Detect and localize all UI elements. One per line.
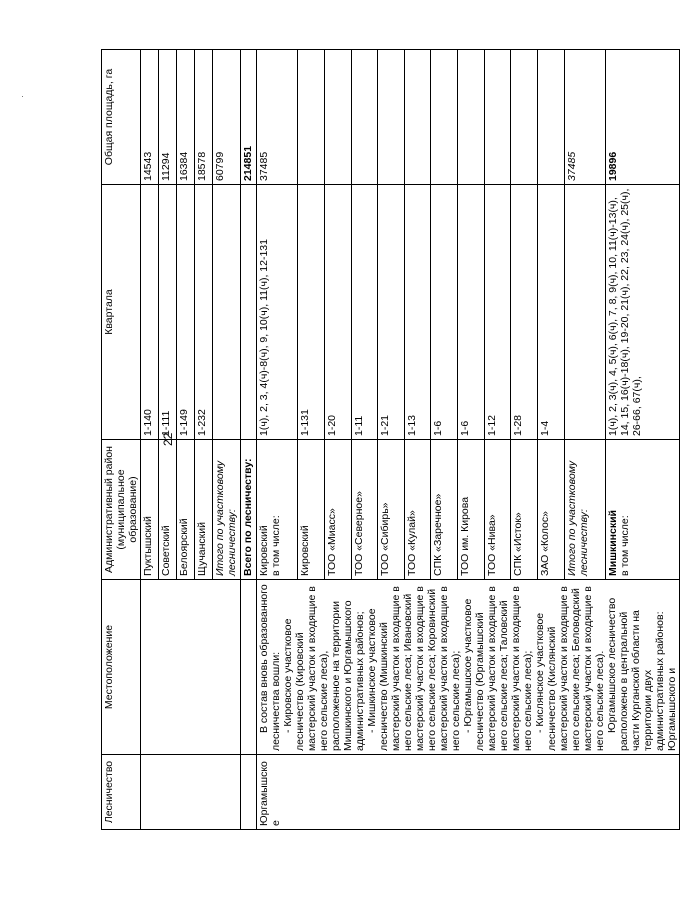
- quarters-cell: 1-232: [195, 185, 213, 440]
- district-name: Кировский: [258, 525, 270, 576]
- quarters-cell: 1-12: [484, 185, 511, 440]
- header-row: [102, 50, 141, 830]
- area-cell: 14543: [141, 50, 159, 185]
- district-cell: СПК «Исток»: [511, 440, 538, 580]
- district-cell: ЗАО «Колос»: [537, 440, 564, 580]
- prev-forestry-cell: [141, 755, 241, 830]
- area-cell: [325, 50, 352, 185]
- area-cell: 37485: [564, 50, 605, 185]
- header-area: Общая площадь, га: [102, 50, 141, 185]
- area-cell: 11294: [159, 50, 177, 185]
- district-cell: Советский: [159, 440, 177, 580]
- total-forestry-cell: [241, 755, 257, 830]
- area-cell: [537, 50, 564, 185]
- quarters-cell: 1-6: [458, 185, 485, 440]
- total-location-cell: [241, 580, 257, 755]
- quarters-cell: 1-13: [404, 185, 431, 440]
- location-paragraph: - Кислянское участковое лесничество (Кислянский мастерский участок и входящие в него сельские леса; Беловодский мастерский участок и входящие в него сельские леса).: [534, 586, 606, 751]
- area-cell: 18578: [195, 50, 213, 185]
- district-name: Мишкинский: [606, 509, 619, 576]
- location-paragraph: - Кировское участковое лесничество (Кировский мастерский участок и входящие в него сельские леса), расположенное на территории Мишкинского и Юргамышского административных районов;: [282, 586, 366, 751]
- district-cell: СПК «Заречное»: [431, 440, 458, 580]
- forestry-table: [101, 49, 680, 830]
- scan-speck: [22, 96, 23, 97]
- quarters-cell: [213, 185, 241, 440]
- header-location: Местоположение: [102, 580, 141, 755]
- area-cell: [378, 50, 405, 185]
- district-cell: ТОО им. Кирова: [458, 440, 485, 580]
- location-paragraph: - Мишкинское участковое лесничество (Мишкинский мастерский участок и входящие в него сельские леса; Ивановский мастерский участок и входящие в него сельские леса; Коровинский мастерский участок и входящие в него сельские леса);: [366, 586, 462, 751]
- quarters-cell: 1-20: [325, 185, 352, 440]
- district-cell: Пуктышский: [141, 440, 159, 580]
- area-cell: [351, 50, 378, 185]
- rotated-table-container: [101, 50, 678, 830]
- quarters-cell: [564, 185, 605, 440]
- district-cell: [605, 440, 679, 580]
- quarters-cell: 1-6: [431, 185, 458, 440]
- area-cell: 60799: [213, 50, 241, 185]
- quarters-cell: 1-131: [298, 185, 325, 440]
- area-cell: 19896: [605, 50, 679, 185]
- total-quarters-cell: [241, 185, 257, 440]
- quarters-cell: 1-11: [351, 185, 378, 440]
- subtotal-label: Итого по участковому лесничеству:: [564, 440, 605, 580]
- area-cell: [431, 50, 458, 185]
- quarters-cell: 1-21: [378, 185, 405, 440]
- area-cell: [484, 50, 511, 185]
- area-cell: [298, 50, 325, 185]
- area-cell: 16384: [177, 50, 195, 185]
- quarters-cell: 1-149: [177, 185, 195, 440]
- district-cell: Кировский: [298, 440, 325, 580]
- district-cell: [257, 440, 298, 580]
- page-number: 22: [161, 432, 175, 446]
- header-quarters: Квартала: [102, 185, 141, 440]
- district-cell: Щучанский: [195, 440, 213, 580]
- in-that-number: в том числе:: [618, 515, 631, 576]
- quarters-cell: 1-4: [537, 185, 564, 440]
- location-paragraph: Юргамышское лесничество расположено в центральной части Курганской области на территории двух административных районов: Юргамышского и: [606, 597, 678, 751]
- location-paragraph: В состав вновь образованного лесничества вошли:: [258, 584, 282, 751]
- in-that-number: в том числе:: [270, 515, 282, 576]
- district-cell: ТОО «Кулай»: [404, 440, 431, 580]
- location-paragraph: - Юргамышское участковое лесничество (Юргамышский мастерский участок и входящие в него сельские леса; Таловский мастерский участок и входящие в него сельские леса);: [462, 586, 534, 751]
- forestry-name: Юргамышское: [257, 755, 680, 830]
- table-row: [141, 50, 159, 830]
- quarters-cell: 1(ч), 2, 3(ч), 4, 5(ч), 6(ч), 7, 8, 9(ч), 10, 11(ч)-13(ч), 14, 15, 16(ч)-18(ч), 19-20, 21(ч), 22, 23, 24(ч), 25(ч), 26-66, 67(ч),: [605, 185, 679, 440]
- total-label: Всего по лесничеству:: [241, 440, 257, 580]
- total-row: [241, 50, 257, 830]
- area-cell: [511, 50, 538, 185]
- district-cell: Белоярский: [177, 440, 195, 580]
- quarters-cell: 1-111: [159, 185, 177, 440]
- total-area: 214851: [241, 50, 257, 185]
- district-cell: ТОО «Сибирь»: [378, 440, 405, 580]
- subtotal-label: Итого по участковому лесничеству:: [213, 440, 241, 580]
- area-cell: [458, 50, 485, 185]
- area-cell: [404, 50, 431, 185]
- table-row: [257, 50, 298, 830]
- area-cell: 37485: [257, 50, 298, 185]
- quarters-cell: 1-28: [511, 185, 538, 440]
- quarters-cell: 1(ч), 2, 3, 4(ч)-8(ч), 9, 10(ч), 11(ч), 12-131: [257, 185, 298, 440]
- district-cell: ТОО «Нива»: [484, 440, 511, 580]
- district-cell: ТОО «Миасс»: [325, 440, 352, 580]
- district-cell: ТОО «Северное»: [351, 440, 378, 580]
- header-district: Административный район (муниципальное образование): [102, 440, 141, 580]
- prev-location-cell: [141, 580, 241, 755]
- location-description: [257, 580, 680, 755]
- quarters-cell: 1-140: [141, 185, 159, 440]
- header-forestry: Лесничество: [102, 755, 141, 830]
